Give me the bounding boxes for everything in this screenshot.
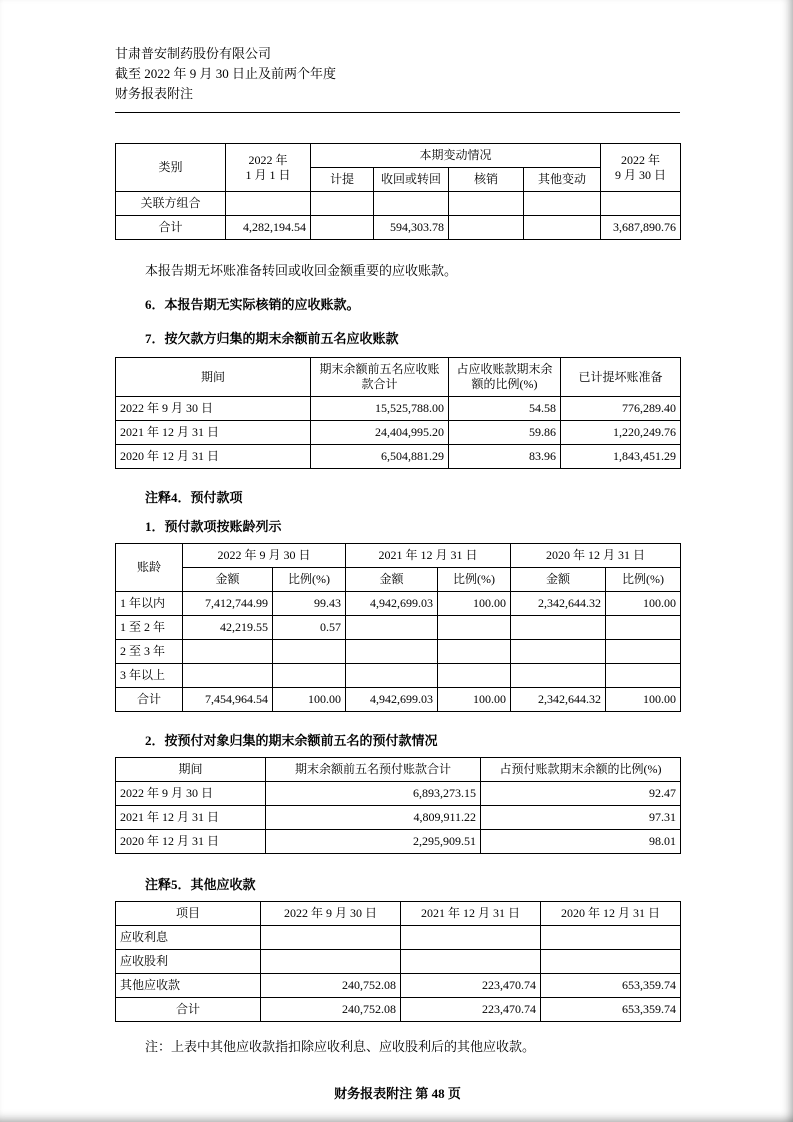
table-cell: 6,893,273.15	[266, 782, 481, 806]
table-cell	[273, 640, 346, 664]
table-cell: 2,342,644.32	[511, 592, 606, 616]
table-cell: 100.00	[273, 688, 346, 712]
table-cell	[511, 664, 606, 688]
table-cell	[511, 616, 606, 640]
table-cell	[438, 640, 511, 664]
table-cell	[524, 192, 601, 216]
table-cell: 合计	[116, 216, 226, 240]
table-cell	[346, 616, 438, 640]
table-cell	[183, 664, 273, 688]
table-cell	[273, 664, 346, 688]
table-cell: 合计	[116, 998, 261, 1022]
prepayment-aging-table-header	[116, 544, 681, 592]
top5-prepayments-table-body	[116, 782, 681, 854]
table-cell: 594,303.78	[374, 216, 449, 240]
col-ratio: 占预付账款期末余额的比例(%)	[481, 758, 681, 782]
table-cell	[183, 640, 273, 664]
table-cell	[524, 216, 601, 240]
top5-prepayments-table-header	[116, 758, 681, 782]
table-cell: 100.00	[438, 592, 511, 616]
section-7-heading: 7．按欠款方归集的期末余额前五名应收账款	[145, 331, 399, 346]
table-cell: 240,752.08	[261, 998, 401, 1022]
table-cell: 3 年以上	[116, 664, 183, 688]
col-amount-2021: 金额	[346, 568, 438, 592]
other-receivables-table	[115, 901, 681, 1022]
col-other-change: 其他变动	[524, 168, 601, 192]
table-cell: 223,470.74	[401, 974, 541, 998]
table-row	[116, 445, 681, 469]
table-cell: 59.86	[449, 421, 561, 445]
table-cell: 2022 年 9 月 30 日	[116, 397, 311, 421]
col-change-group: 本期变动情况	[311, 144, 601, 168]
company-name: 甘肃普安制药股份有限公司	[115, 46, 272, 61]
table-cell: 4,809,911.22	[266, 806, 481, 830]
other-receivables-table-header	[116, 902, 681, 926]
table-cell: 4,942,699.03	[346, 592, 438, 616]
table-cell	[346, 664, 438, 688]
col-date-2021: 2021 年 12 月 31 日	[401, 902, 541, 926]
table-cell: 1,220,249.76	[561, 421, 681, 445]
table-cell: 2020 年 12 月 31 日	[116, 830, 266, 854]
table-cell: 98.01	[481, 830, 681, 854]
table-cell: 应收利息	[116, 926, 261, 950]
table-cell: 2022 年 9 月 30 日	[116, 782, 266, 806]
table-cell: 关联方组合	[116, 192, 226, 216]
table-row	[116, 950, 681, 974]
table-cell: 合计	[116, 688, 183, 712]
table-cell: 15,525,788.00	[311, 397, 449, 421]
table-cell	[601, 192, 681, 216]
col-period: 期间	[116, 758, 266, 782]
table-cell: 1,843,451.29	[561, 445, 681, 469]
table-row	[116, 830, 681, 854]
top5-receivables-table	[115, 357, 681, 469]
table-row	[116, 640, 681, 664]
table-cell: 1 至 2 年	[116, 616, 183, 640]
table-cell: 223,470.74	[401, 998, 541, 1022]
top5-receivables-table-header	[116, 358, 681, 397]
doc-title: 财务报表附注	[115, 86, 194, 101]
table-cell: 653,359.74	[541, 998, 681, 1022]
col-provision: 已计提坏账准备	[561, 358, 681, 397]
table-cell	[311, 192, 374, 216]
table-row	[116, 688, 681, 712]
table-cell	[374, 192, 449, 216]
other-receivables-note: 注：上表中其他应收款指扣除应收利息、应收股利后的其他应收款。	[145, 1039, 536, 1054]
report-period: 截至 2022 年 9 月 30 日止及前两个年度	[115, 66, 337, 81]
table-cell: 1 年以内	[116, 592, 183, 616]
opening-date-line1: 2022 年	[248, 152, 288, 167]
table-row	[116, 926, 681, 950]
table-row	[116, 192, 681, 216]
table-cell: 2021 年 12 月 31 日	[116, 806, 266, 830]
table-row	[116, 998, 681, 1022]
table-cell: 2021 年 12 月 31 日	[116, 421, 311, 445]
table-cell: 2,342,644.32	[511, 688, 606, 712]
table-cell: 2020 年 12 月 31 日	[116, 445, 311, 469]
table-cell: 776,289.40	[561, 397, 681, 421]
table-cell: 100.00	[606, 688, 681, 712]
table-cell: 83.96	[449, 445, 561, 469]
col-date-2022: 2022 年 9 月 30 日	[183, 544, 346, 568]
col-writeoff: 核销	[449, 168, 524, 192]
table-cell: 6,504,881.29	[311, 445, 449, 469]
table-cell: 97.31	[481, 806, 681, 830]
col-amount-2022: 金额	[183, 568, 273, 592]
table-cell	[401, 950, 541, 974]
col-date-2021: 2021 年 12 月 31 日	[346, 544, 511, 568]
table-cell: 3,687,890.76	[601, 216, 681, 240]
table-cell	[261, 950, 401, 974]
col-period: 期间	[116, 358, 311, 397]
col-category: 类别	[116, 144, 226, 192]
bad-debt-change-table	[115, 143, 681, 240]
top5-receivables-table-body	[116, 397, 681, 469]
col-item: 项目	[116, 902, 261, 926]
note-4-title: 注释4．预付款项	[145, 490, 243, 505]
table-cell	[541, 926, 681, 950]
opening-date-line2: 1 月 1 日	[245, 167, 291, 182]
col-date-2020: 2020 年 12 月 31 日	[511, 544, 681, 568]
col-top5-total: 期末余额前五名应收账款合计	[311, 358, 449, 397]
table-cell	[261, 926, 401, 950]
closing-date-line2: 9 月 30 日	[615, 167, 667, 182]
note-5-title: 注释5．其他应收款	[145, 877, 256, 892]
col-recover: 收回或转回	[374, 168, 449, 192]
table-cell: 2 至 3 年	[116, 640, 183, 664]
table-cell: 4,282,194.54	[226, 216, 311, 240]
table-cell	[401, 926, 541, 950]
table-cell: 24,404,995.20	[311, 421, 449, 445]
bad-debt-change-table-header	[116, 144, 681, 192]
table-cell	[541, 950, 681, 974]
table-row	[116, 782, 681, 806]
table-cell	[438, 664, 511, 688]
no-reversal-paragraph: 本报告期无坏账准备转回或收回金额重要的应收账款。	[145, 263, 458, 278]
table-cell: 99.43	[273, 592, 346, 616]
table-cell	[511, 640, 606, 664]
table-cell: 92.47	[481, 782, 681, 806]
col-amount-2020: 金额	[511, 568, 606, 592]
table-cell: 4,942,699.03	[346, 688, 438, 712]
table-row	[116, 592, 681, 616]
other-receivables-table-body	[116, 926, 681, 1022]
table-row	[116, 806, 681, 830]
table-cell	[449, 192, 524, 216]
col-ratio-2020: 比例(%)	[606, 568, 681, 592]
col-date-2022: 2022 年 9 月 30 日	[261, 902, 401, 926]
note-4-sub1-heading: 1．预付款项按账龄列示	[145, 519, 282, 534]
table-cell: 100.00	[438, 688, 511, 712]
table-cell: 其他应收款	[116, 974, 261, 998]
document-header	[115, 44, 680, 113]
table-cell: 42,219.55	[183, 616, 273, 640]
header-divider	[115, 112, 680, 113]
table-cell	[449, 216, 524, 240]
table-cell: 653,359.74	[541, 974, 681, 998]
table-cell: 7,412,744.99	[183, 592, 273, 616]
table-cell: 7,454,964.54	[183, 688, 273, 712]
closing-date-line1: 2022 年	[621, 152, 661, 167]
table-row	[116, 664, 681, 688]
table-row	[116, 397, 681, 421]
table-cell	[606, 664, 681, 688]
section-6-heading: 6．本报告期无实际核销的应收账款。	[145, 297, 360, 312]
col-accrual: 计提	[311, 168, 374, 192]
col-ratio-2022: 比例(%)	[273, 568, 346, 592]
table-cell: 240,752.08	[261, 974, 401, 998]
col-aging: 账龄	[116, 544, 183, 592]
prepayment-aging-table	[115, 543, 681, 712]
table-cell: 应收股利	[116, 950, 261, 974]
table-row	[116, 421, 681, 445]
table-cell	[226, 192, 311, 216]
table-row	[116, 974, 681, 998]
table-row	[116, 216, 681, 240]
col-opening-balance	[226, 144, 311, 192]
table-cell	[606, 640, 681, 664]
top5-prepayments-table	[115, 757, 681, 854]
page-footer: 财务报表附注 第 48 页	[334, 1086, 461, 1101]
col-ratio-2021: 比例(%)	[438, 568, 511, 592]
note-4-sub2-heading: 2．按预付对象归集的期末余额前五名的预付款情况	[145, 733, 438, 748]
table-cell: 100.00	[606, 592, 681, 616]
table-cell: 0.57	[273, 616, 346, 640]
col-date-2020: 2020 年 12 月 31 日	[541, 902, 681, 926]
col-top5-total: 期末余额前五名预付账款合计	[266, 758, 481, 782]
bad-debt-change-table-body	[116, 192, 681, 240]
table-cell: 2,295,909.51	[266, 830, 481, 854]
table-cell: 54.58	[449, 397, 561, 421]
prepayment-aging-table-body	[116, 592, 681, 712]
table-cell	[346, 640, 438, 664]
table-cell	[311, 216, 374, 240]
table-cell	[606, 616, 681, 640]
table-row	[116, 616, 681, 640]
col-closing-balance	[601, 144, 681, 192]
col-ratio: 占应收账款期末余额的比例(%)	[449, 358, 561, 397]
table-cell	[438, 616, 511, 640]
